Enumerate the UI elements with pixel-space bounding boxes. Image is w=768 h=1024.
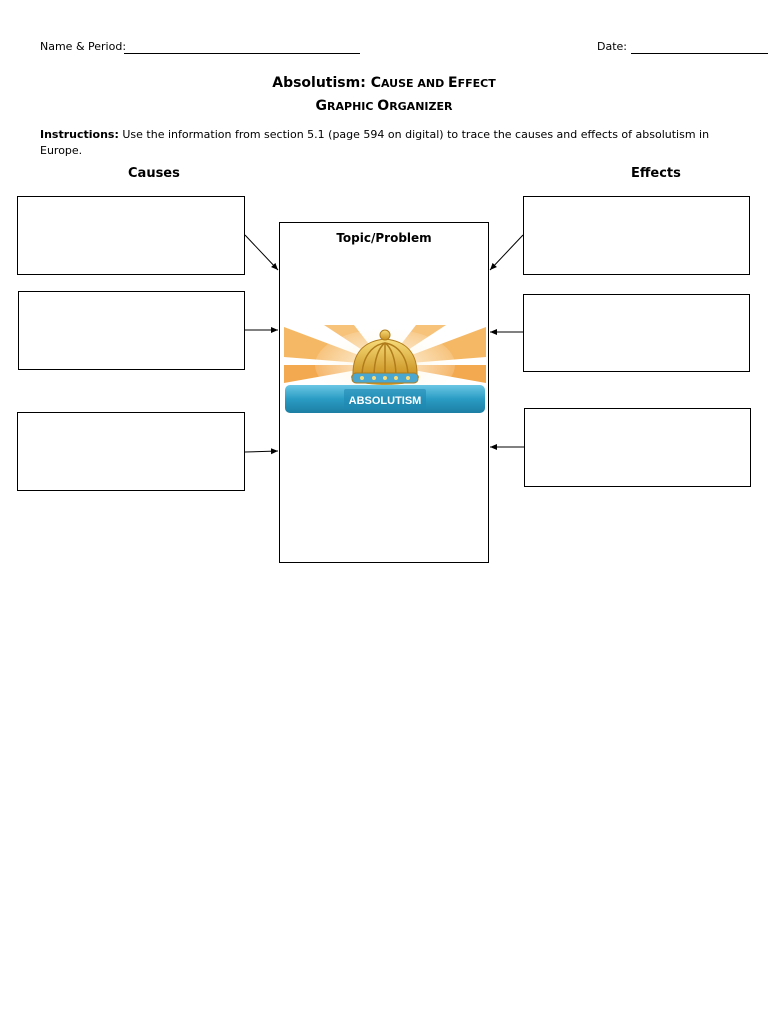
arrow-effect-1	[490, 235, 523, 270]
instructions-text: Use the information from section 5.1 (page 594 on digital) to trace the causes and effects of absolutism in Europe.	[40, 128, 710, 157]
arrow-cause-1	[245, 235, 278, 270]
causes-heading: Causes	[128, 166, 180, 181]
name-period-label: Name & Period:	[40, 40, 127, 53]
instructions-label: Instructions:	[40, 128, 119, 141]
banner-text: ABSOLUTISM	[348, 395, 422, 407]
page-subtitle: GRAPHIC ORGANIZER	[315, 98, 453, 114]
date-label: Date:	[597, 40, 627, 53]
topic-problem-label: Topic/Problem	[336, 231, 432, 245]
arrow-cause-3	[245, 451, 278, 452]
page-title: Absolutism: CAUSE AND EFFECT	[272, 75, 496, 91]
effects-heading: Effects	[631, 166, 681, 181]
